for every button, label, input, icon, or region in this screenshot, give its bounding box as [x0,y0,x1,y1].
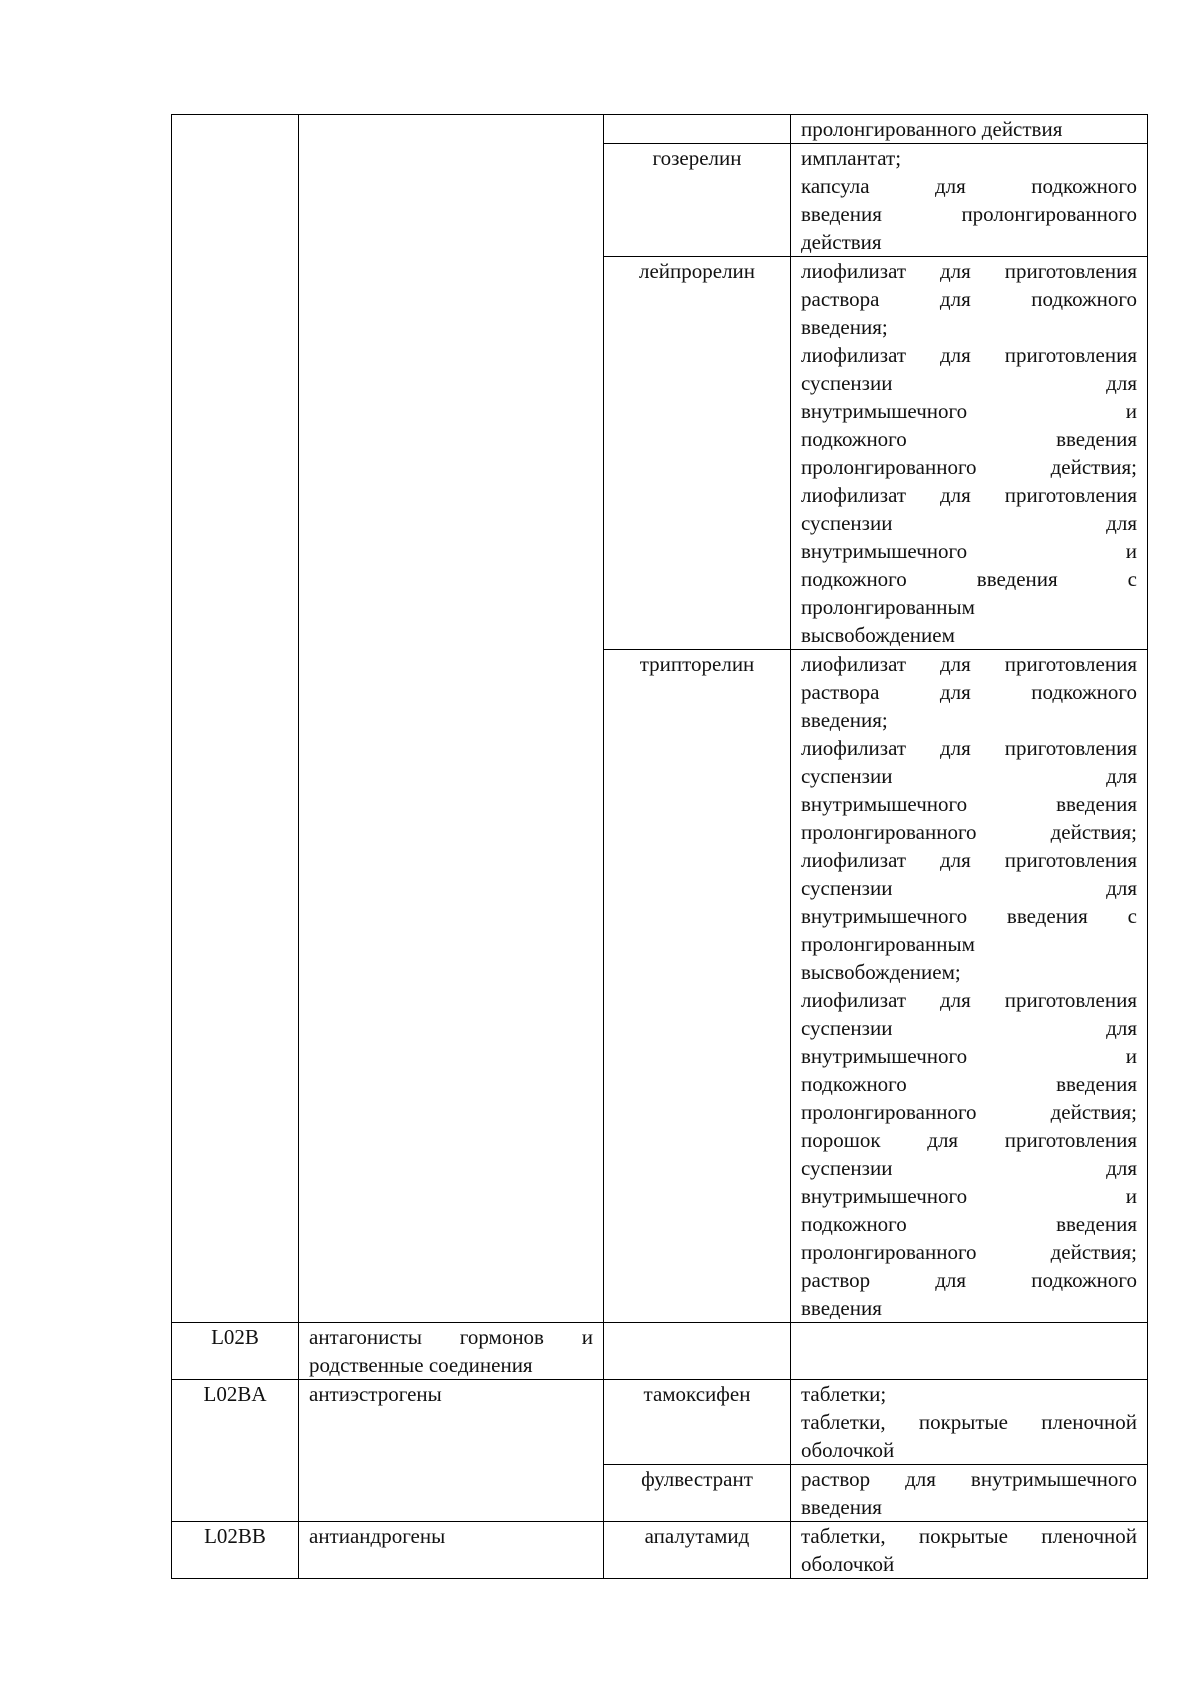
dosage-form-line: пролонгированного действия; [801,1240,1137,1264]
atc-group-line: родственные соединения [309,1353,533,1377]
dosage-form-line: имплантат; [801,146,902,170]
dosage-form-line: пролонгированным [801,932,975,956]
atc-group-line: антиэстрогены [309,1382,442,1406]
dosage-form-line: действия [801,230,882,254]
dosage-form-line: введения пролонгированного [801,202,1137,226]
dosage-form-line: лиофилизат для приготовления [801,343,1137,367]
dosage-form-line: оболочкой [801,1438,895,1462]
dosage-form-cell [791,1380,1148,1465]
dosage-form-line: суспензии для [801,371,1137,395]
dosage-form-line: подкожного введения с [801,567,1137,591]
dosage-form-line: внутримышечного и [801,539,1137,563]
dosage-form-line: лиофилизат для приготовления [801,736,1137,760]
dosage-form-line: пролонгированного действия; [801,1100,1137,1124]
table-row [172,1380,1148,1465]
table-row [172,1522,1148,1579]
dosage-form-line: раствор для внутримышечного [801,1467,1137,1491]
atc-code-cell: L02B [172,1323,299,1380]
dosage-form-line: введения; [801,708,888,732]
table-row [172,115,1148,144]
dosage-form-line: суспензии для [801,764,1137,788]
dosage-form-line: внутримышечного и [801,1044,1137,1068]
dosage-form-line: капсула для подкожного [801,174,1137,198]
dosage-form-line: суспензии для [801,511,1137,535]
dosage-form-line: раствора для подкожного [801,680,1137,704]
drug-table [171,114,1148,1579]
dosage-form-line: лиофилизат для приготовления [801,988,1137,1012]
dosage-form-line: внутримышечного и [801,399,1137,423]
atc-code-cell: L02BA [172,1380,299,1522]
atc-group-cell [299,1380,604,1522]
atc-group-cell [299,1323,604,1380]
atc-group-cell [299,115,604,1323]
dosage-form-line: подкожного введения [801,427,1137,451]
dosage-form-line: введения [801,1495,882,1519]
dosage-form-line: пролонгированного действия; [801,820,1137,844]
atc-group-cell [299,1522,604,1579]
dosage-form-line: лиофилизат для приготовления [801,652,1137,676]
dosage-form-line: пролонгированного действия [801,117,1063,141]
dosage-form-cell [791,115,1148,144]
drug-name-cell [604,1323,791,1380]
dosage-form-line: высвобождением; [801,960,961,984]
dosage-form-line: внутримышечного введения с [801,904,1137,928]
dosage-form-line: оболочкой [801,1552,895,1576]
atc-group-line: антиандрогены [309,1524,446,1548]
drug-name-cell: тамоксифен [604,1380,791,1465]
atc-code-cell [172,115,299,1323]
dosage-form-line: высвобождением [801,623,955,647]
drug-name-cell: лейпрорелин [604,257,791,650]
dosage-form-cell [791,257,1148,650]
dosage-form-cell [791,144,1148,257]
dosage-form-cell [791,1323,1148,1380]
dosage-form-line: суспензии для [801,876,1137,900]
dosage-form-line: внутримышечного введения [801,792,1137,816]
dosage-form-line: таблетки; [801,1382,887,1406]
dosage-form-line: таблетки, покрытые пленочной [801,1524,1137,1548]
dosage-form-line: лиофилизат для приготовления [801,483,1137,507]
dosage-form-line: введения [801,1296,882,1320]
drug-name-cell: гозерелин [604,144,791,257]
dosage-form-line: раствор для подкожного [801,1268,1137,1292]
dosage-form-line: лиофилизат для приготовления [801,848,1137,872]
dosage-form-line: пролонгированным [801,595,975,619]
atc-code-cell: L02BB [172,1522,299,1579]
dosage-form-line: введения; [801,315,888,339]
dosage-form-line: суспензии для [801,1156,1137,1180]
atc-group-line: антагонисты гормонов и [309,1325,593,1349]
drug-name-cell: фулвестрант [604,1465,791,1522]
dosage-form-line: внутримышечного и [801,1184,1137,1208]
dosage-form-line: порошок для приготовления [801,1128,1137,1152]
dosage-form-line: пролонгированного действия; [801,455,1137,479]
dosage-form-cell [791,650,1148,1323]
dosage-form-line: подкожного введения [801,1072,1137,1096]
dosage-form-cell [791,1522,1148,1579]
dosage-form-line: подкожного введения [801,1212,1137,1236]
drug-name-cell [604,115,791,144]
drug-name-cell: апалутамид [604,1522,791,1579]
dosage-form-cell [791,1465,1148,1522]
dosage-form-line: суспензии для [801,1016,1137,1040]
dosage-form-line: лиофилизат для приготовления [801,259,1137,283]
dosage-form-line: раствора для подкожного [801,287,1137,311]
table-row [172,1323,1148,1380]
dosage-form-line: таблетки, покрытые пленочной [801,1410,1137,1434]
drug-name-cell: трипторелин [604,650,791,1323]
